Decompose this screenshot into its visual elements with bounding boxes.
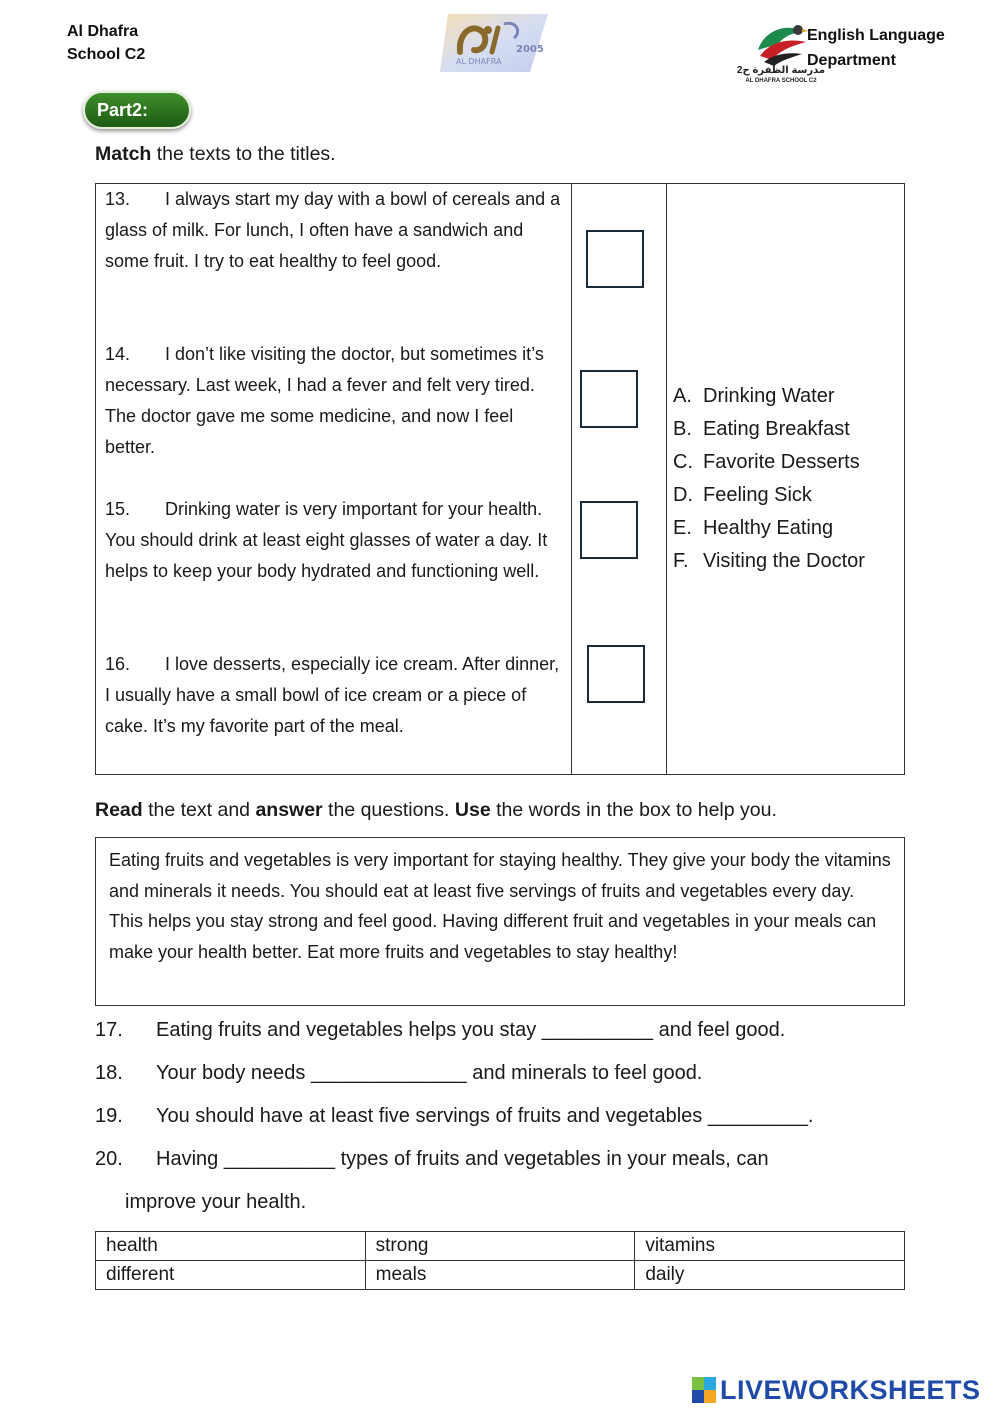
title-option-a: A. Drinking Water [673,385,835,407]
part-badge: Part2: [83,91,191,129]
department-name: English Language Department [807,27,945,69]
school-logo-center [438,12,550,74]
table-divider [571,183,572,775]
school-name: Al Dhafra School C2 [67,23,146,63]
title-option-c: C. Favorite Desserts [673,451,860,473]
answer-box-15[interactable] [580,501,638,559]
question-20-continuation: improve your health. [125,1191,307,1213]
passage-16: 16. I love desserts, especially ice cream. After dinner, I usually have a small bowl of ice cream or a piece of cake. It’s my favorite part of the meal. [105,654,560,736]
answer-box-16[interactable] [587,645,645,703]
table-divider [666,183,667,775]
passage-13: 13. I always start my day with a bowl of cereals and a glass of milk. For lunch, I often have a sandwich and some fruit. I try to eat healthy to feel good. [105,189,561,271]
reading-text-box: Eating fruits and vegetables is very important for staying healthy. They give your body the vitamins and minerals it needs. You should eat at least five servings of fruits and vegetables every day. This helps you stay strong and feel good. Having different fruit and vegetables in your meals can make your health better. Eat more fruits and vegetables to stay healthy! [95,837,905,1006]
title-option-f: F. Visiting the Doctor [673,550,865,572]
crest-icon [438,12,550,74]
question-20: 20. Having __________ types of fruits and vegetables in your meals, can [95,1148,769,1170]
passage-14: 14. I don’t like visiting the doctor, but sometimes it’s necessary. Last week, I had a fever and felt very tired. The doctor gave me some medicine, and now I feel better. [105,344,544,457]
word-bank-cell: different [96,1261,366,1290]
liveworksheets-icon [692,1377,716,1403]
svg-text:AL DHAFRA: AL DHAFRA [456,57,502,66]
liveworksheets-logo[interactable]: LIVEWORKSHEETS [692,1374,981,1406]
svg-text:2005: 2005 [516,44,544,55]
word-bank [95,1231,905,1290]
logo-right-caption: مدرسة الظفرة ح2 AL DHAFRA SCHOOL C2 [736,65,826,84]
titles-list [673,380,865,578]
passage-15: 15. Drinking water is very important for your health. You should drink at least eight glasses of water a day. It helps to keep your body hydrated and functioning well. [105,499,548,581]
read-instruction: Read the text and answer the questions. Use the words in the box to help you. [95,799,777,821]
word-bank-cell: daily [635,1261,905,1290]
title-option-b: B. Eating Breakfast [673,418,850,440]
question-19: 19. You should have at least five servings of fruits and vegetables _________. [95,1105,814,1127]
word-bank-cell: strong [365,1232,635,1261]
title-option-e: E. Healthy Eating [673,517,834,539]
question-17: 17. Eating fruits and vegetables helps you stay __________ and feel good. [95,1019,786,1041]
word-bank-cell: health [96,1232,366,1261]
answer-box-14[interactable] [580,370,638,428]
title-option-d: D. Feeling Sick [673,484,812,506]
match-instruction: Match the texts to the titles. [95,143,336,165]
bird-logo-icon [754,20,810,68]
word-bank-cell: meals [365,1261,635,1290]
word-bank-row [96,1261,905,1290]
question-18: 18. Your body needs ______________ and minerals to feel good. [95,1062,703,1084]
answer-box-13[interactable] [586,230,644,288]
word-bank-cell: vitamins [635,1232,905,1261]
word-bank-row [96,1232,905,1261]
school-logo-right [754,20,810,68]
